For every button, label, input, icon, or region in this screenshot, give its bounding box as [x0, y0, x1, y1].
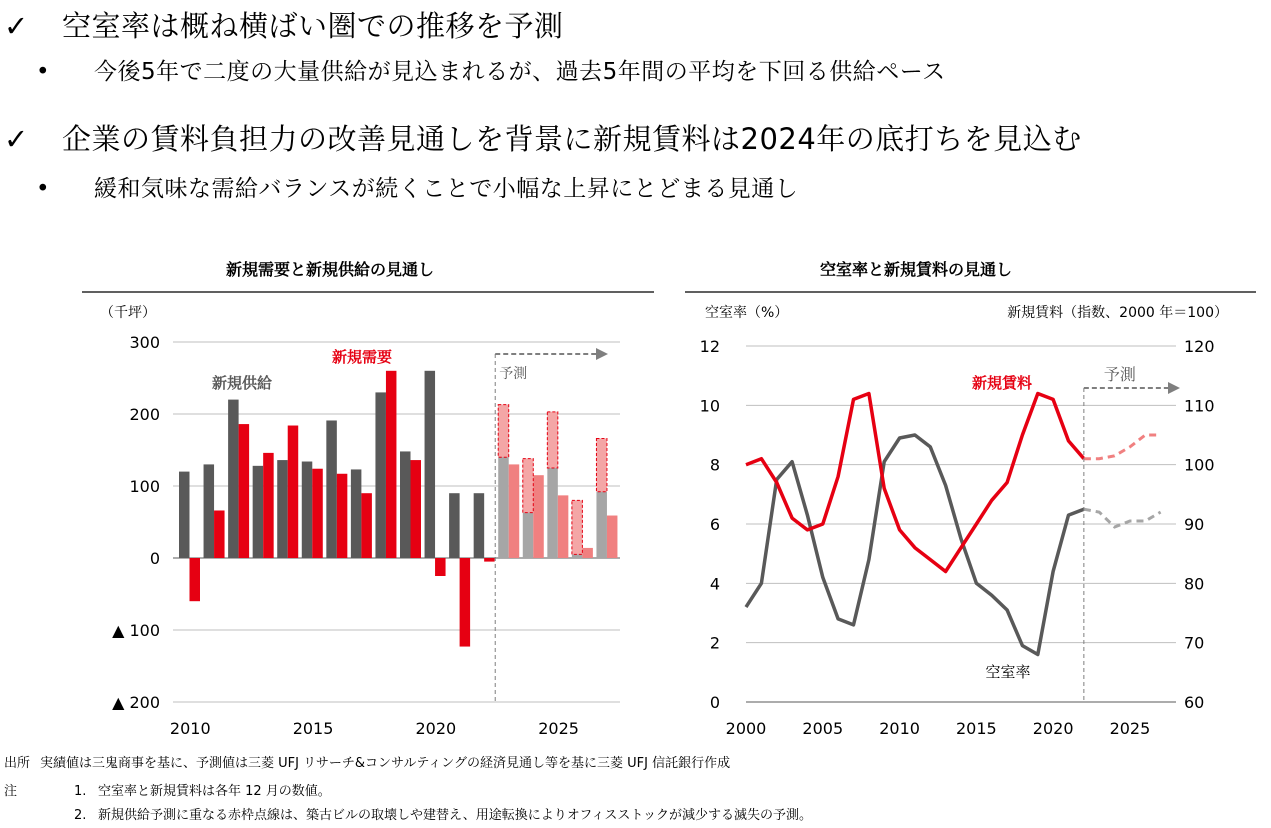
x-tick-label: 2010 — [169, 719, 211, 738]
right-y-tick-label: 120 — [1184, 337, 1215, 356]
supply-bar — [277, 460, 288, 558]
chart-title: 空室率と新規賃料の見通し — [819, 260, 1013, 279]
left-y-tick-label: 4 — [709, 574, 720, 594]
x-tick-label: 2000 — [725, 719, 767, 738]
supply-bar — [425, 371, 436, 558]
series-label: 新規賃料 — [971, 374, 1033, 392]
source-text: 実績値は三鬼商事を基に、予測値は三菱 UFJ リサーチ&コンサルティングの経済見通し等を基に三菱 UFJ 信託銀行作成 — [40, 756, 731, 771]
left-y-tick-label: 10 — [699, 396, 720, 416]
note-text: 新規供給予測に重なる赤枠点線は、築古ビルの取壊しや建替え、用途転換によりオフィスストックが減少する滅失の予測。 — [98, 808, 812, 823]
x-tick-label: 2015 — [292, 719, 334, 738]
right-y-tick-label: 80 — [1184, 574, 1205, 594]
series-label: 新規供給 — [211, 374, 273, 392]
forecast-label: 予測 — [499, 366, 528, 382]
bullet-2-sub-text: 緩和気味な需給バランスが続くことで小幅な上昇にとどまる見通し — [94, 176, 799, 202]
bullet-2 — [4, 117, 1082, 158]
right-y-tick-label: 90 — [1184, 515, 1205, 534]
right-y-tick-label: 100 — [1184, 455, 1215, 475]
x-tick-label: 2025 — [1109, 719, 1151, 738]
demand-bar — [190, 558, 201, 601]
y-axis-unit-label: （千坪） — [100, 305, 156, 321]
demand-bar — [460, 558, 471, 647]
demand-bar — [509, 464, 520, 558]
note-text: 空室率と新規賃料は各年 12 月の数値。 — [98, 784, 331, 799]
bullet-1-sub-text: 今後5年で二度の大量供給が見込まれるが、過去5年間の平均を下回る供給ペース — [94, 59, 946, 85]
y-tick-label: 300 — [129, 333, 160, 352]
supply-bar — [302, 462, 313, 558]
left-axis-label: 空室率（%） — [705, 305, 789, 321]
chart-title: 新規需要と新規供給の見通し — [225, 260, 435, 279]
demand-bar — [484, 558, 495, 562]
x-tick-label: 2025 — [538, 719, 579, 738]
x-tick-label: 2015 — [955, 719, 997, 738]
bullet-dot-icon: • — [36, 176, 51, 202]
supply-bar — [326, 420, 337, 558]
source-line — [0, 752, 730, 771]
note-label: 注 — [4, 784, 18, 799]
forecast-arrow-head — [596, 348, 608, 360]
demand-bar — [312, 469, 323, 558]
demolition-forecast-box — [572, 500, 583, 554]
x-tick-label: 2005 — [802, 719, 844, 738]
demand-bar — [533, 475, 544, 558]
y-tick-label: 100 — [129, 477, 160, 496]
demolition-forecast-box — [523, 459, 534, 513]
demand-bar — [214, 510, 225, 558]
series-forecast-line — [1084, 435, 1161, 459]
demand-supply-chart — [0, 250, 660, 745]
y-tick-label: ▲ 200 — [112, 693, 160, 712]
left-y-tick-label: 6 — [709, 515, 720, 534]
forecast-label: 予測 — [1103, 365, 1136, 384]
demolition-forecast-box — [498, 405, 509, 458]
demand-bar — [263, 453, 274, 558]
x-tick-label: 2010 — [879, 719, 920, 738]
note-number: 2. — [74, 808, 87, 823]
bullet-dot-icon: • — [36, 59, 51, 85]
series-label: 新規需要 — [331, 348, 393, 366]
supply-bar — [400, 451, 411, 558]
note-number: 1. — [74, 784, 87, 799]
supply-bar — [253, 466, 264, 558]
x-tick-label: 2020 — [1032, 719, 1074, 738]
x-tick-label: 2020 — [415, 719, 457, 738]
right-y-tick-label: 70 — [1184, 633, 1205, 653]
supply-bar — [179, 472, 190, 558]
right-y-tick-label: 60 — [1184, 693, 1205, 712]
left-y-tick-label: 0 — [709, 693, 720, 712]
check-mark-icon: ✓ — [4, 122, 29, 156]
forecast-arrow-head — [1168, 382, 1180, 394]
note-line — [0, 780, 331, 799]
demand-bar — [337, 474, 348, 558]
demand-bar — [239, 424, 250, 558]
series-label: 空室率 — [985, 663, 1031, 681]
demand-bar — [386, 371, 397, 558]
bullet-2-sub — [36, 170, 798, 203]
right-y-tick-label: 110 — [1184, 396, 1215, 416]
demolition-forecast-box — [596, 438, 607, 491]
demand-bar — [361, 493, 372, 558]
supply-bar — [228, 400, 239, 558]
vacancy-rent-chart — [660, 250, 1271, 745]
supply-bar — [474, 493, 485, 558]
bullet-2-text: 企業の賃料負担力の改善見通しを背景に新規賃料は2024年の底打ちを見込む — [62, 122, 1082, 156]
bullet-1 — [4, 4, 564, 45]
demand-bar — [607, 516, 618, 558]
demand-bar — [411, 460, 422, 558]
supply-bar — [204, 464, 215, 558]
bullet-1-sub — [36, 53, 946, 86]
y-tick-label: 0 — [149, 549, 160, 568]
supply-bar — [351, 469, 362, 558]
demand-bar — [435, 558, 446, 576]
right-axis-label: 新規賃料（指数、2000 年＝100） — [1007, 305, 1228, 321]
series-line — [746, 435, 1084, 655]
demand-bar — [288, 426, 299, 558]
demand-bar — [582, 548, 593, 558]
y-tick-label: ▲ 100 — [112, 621, 160, 640]
supply-bar — [449, 493, 460, 558]
source-label: 出所 — [4, 756, 31, 771]
left-y-tick-label: 12 — [699, 337, 720, 356]
demolition-forecast-box — [547, 412, 558, 468]
check-mark-icon: ✓ — [4, 9, 29, 43]
y-tick-label: 200 — [129, 405, 160, 424]
demand-bar — [558, 495, 569, 558]
left-y-tick-label: 2 — [709, 633, 720, 653]
note-line — [0, 804, 812, 823]
supply-bar — [375, 392, 386, 558]
left-y-tick-label: 8 — [709, 455, 720, 475]
bullet-1-text: 空室率は概ね横ばい圏での推移を予測 — [62, 9, 564, 43]
